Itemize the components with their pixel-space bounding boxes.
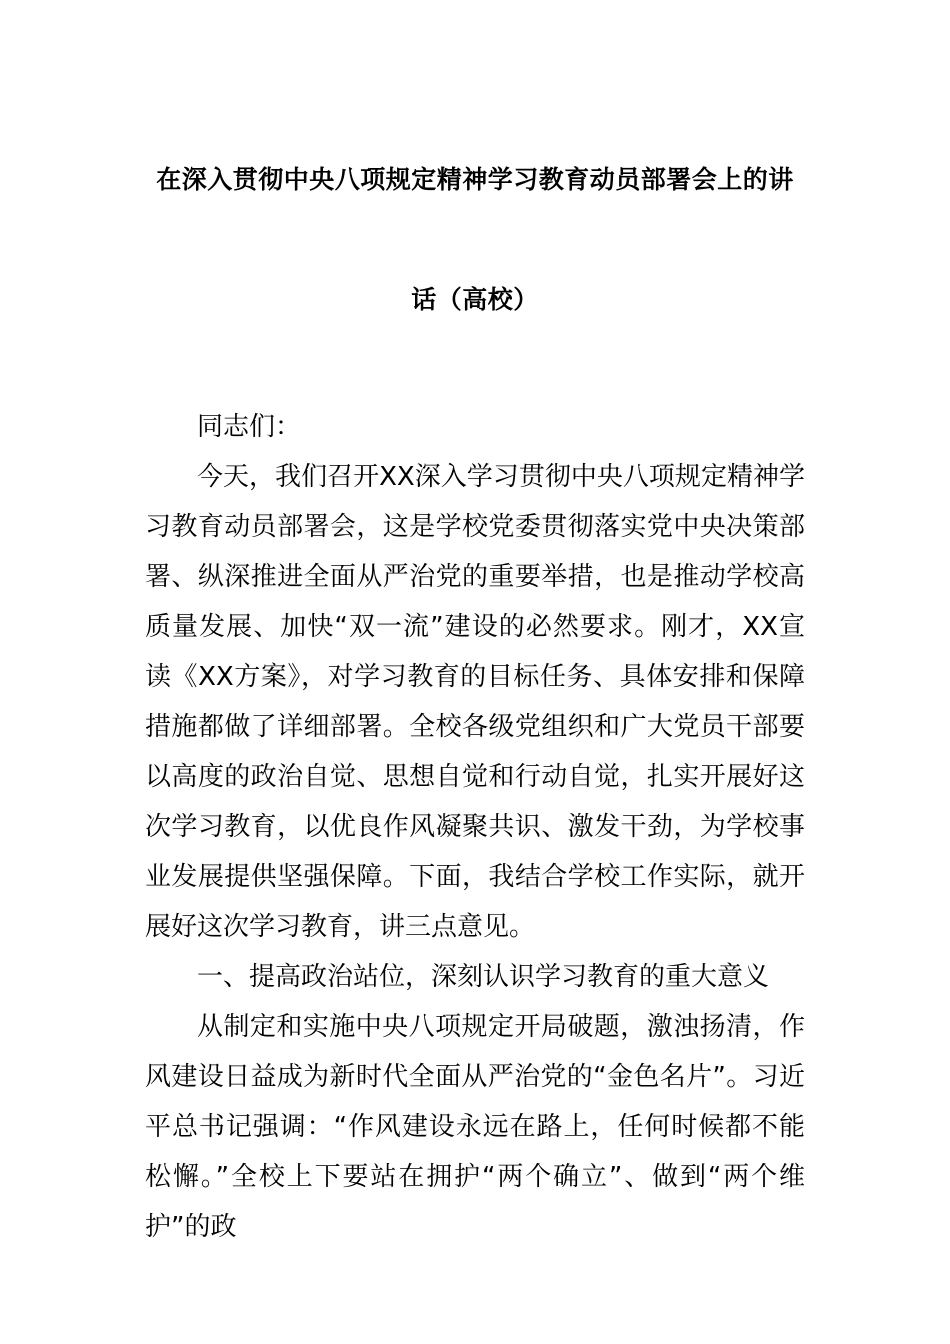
salutation-paragraph: 同志们： — [197, 412, 302, 442]
document-title-line-2: 话（高校） — [411, 285, 539, 314]
document-body — [145, 402, 805, 1252]
section-heading-1: 一、提高政治站位，深刻认识学习教育的重大意义 — [197, 962, 770, 992]
intro-paragraph: 今天，我们召开XX深入学习贯彻中央八项规定精神学习教育动员部署会，这是学校党委贯彻落实党中央决策部署、纵深推进全面从严治党的重要举措，也是推动学校高质量发展、加快“双一流”建设的必然要求。刚才，XX宣读《XX方案》，对学习教育的目标任务、具体安排和保障措施都做了详细部署。全校各级党组织和广大党员干部要以高度的政治自觉、思想自觉和行动自觉，扎实开展好这次学习教育，以优良作风凝聚共识、激发干劲，为学校事业发展提供坚强保障。下面，我结合学校工作实际，就开展好这次学习教育，讲三点意见。 — [145, 462, 805, 942]
section-1-paragraph: 从制定和实施中央八项规定开局破题，激浊扬清，作风建设日益成为新时代全面从严治党的“金色名片”。习近平总书记强调：“作风建设永远在路上，任何时候都不能松懈。”全校上下要站在拥护“两个确立”、做到“两个维护”的政 — [145, 1012, 805, 1242]
document-title-line-1: 在深入贯彻中央八项规定精神学习教育动员部署会上的讲 — [156, 165, 794, 194]
